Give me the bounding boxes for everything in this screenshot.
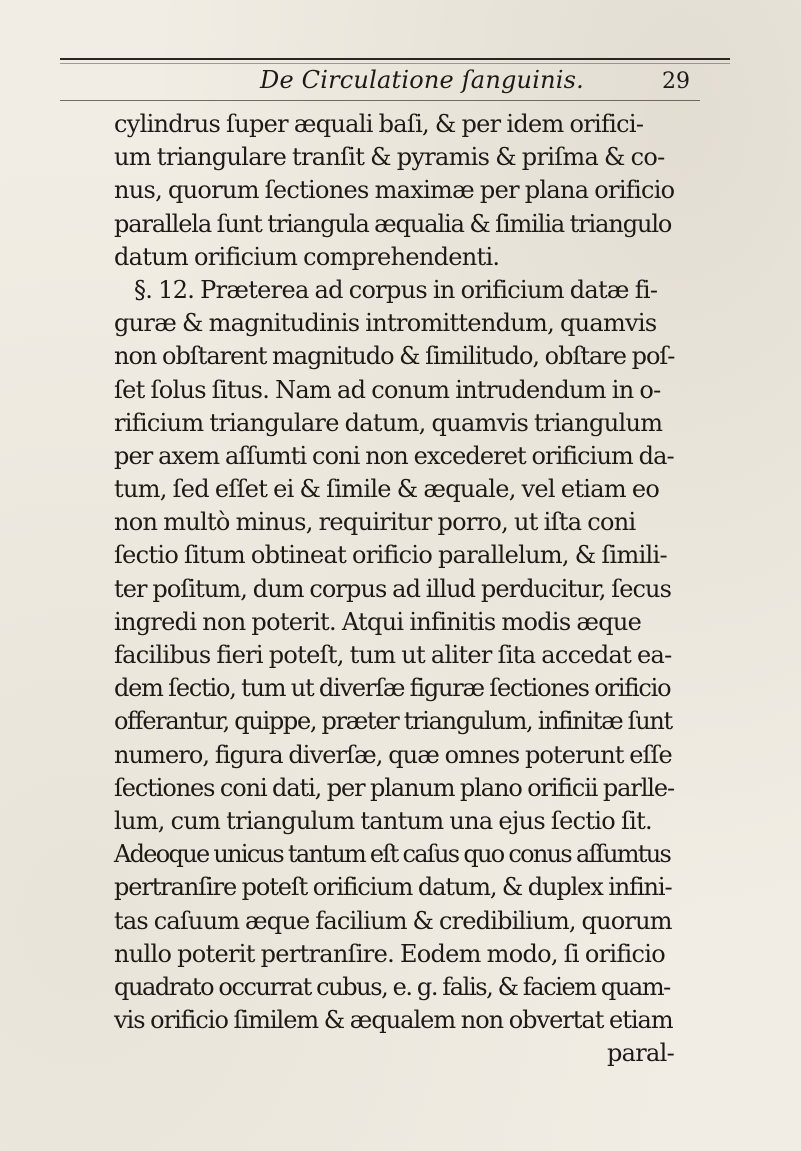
body-text xyxy=(114,108,674,1138)
text-line: guræ & magnitudinis intromittendum, quamvis xyxy=(114,309,657,338)
text-line: ter poſitum, dum corpus ad illud perducitur, ſecus xyxy=(114,574,672,603)
running-head: De Circulatione ſanguinis. xyxy=(260,66,584,94)
text-line: um triangulare tranſit & pyramis & priſma & co- xyxy=(114,143,665,172)
text-line: non multò minus, requiritur porro, ut iſta coni xyxy=(114,508,636,537)
text-line: dem ſectio, tum ut diverſæ figuræ ſectiones orificio xyxy=(114,674,671,703)
top-border-rule xyxy=(60,58,730,60)
text-line: ſectiones coni dati, per planum plano orificii parlle- xyxy=(114,773,674,802)
text-line: Adeoque unicus tantum eſt caſus quo conus aſſumtus xyxy=(114,840,671,869)
page-number: 29 xyxy=(662,69,690,94)
text-line: offerantur, quippe, præter triangulum, infinitæ ſunt xyxy=(114,707,672,736)
header-rule xyxy=(60,100,700,101)
text-line: ingredi non poterit. Atqui infinitis modis æque xyxy=(114,607,642,636)
text-line: facilibus fieri poteſt, tum ut aliter ſita accedat ea- xyxy=(114,641,672,669)
text-line: rificium triangulare datum, quamvis triangulum xyxy=(114,408,663,437)
text-line: ſet ſolus ſitus. Nam ad conum intrudendum in o- xyxy=(114,375,661,404)
text-line: ſectio ſitum obtineat orificio parallelum, & ſimili- xyxy=(114,541,667,570)
text-line: non obſtarent magnitudo & ſimilitudo, obſtare poſ- xyxy=(114,342,675,371)
catchword: paral- xyxy=(606,1039,674,1068)
top-border-rule-thin xyxy=(60,63,730,64)
text-line: cylindrus ſuper æquali baſi, & per idem orifici- xyxy=(114,110,644,138)
text-line-paragraph-start: §. 12. Præterea ad corpus in orificium datæ fi- xyxy=(134,275,658,304)
text-line: parallela ſunt triangula æqualia & ſimilia triangulo xyxy=(114,209,672,238)
text-line: quadrato occurrat cubus, e. g. falis, & faciem quam- xyxy=(114,972,670,1001)
text-line: tum, ſed eſſet ei & ſimile & æquale, vel etiam eo xyxy=(114,475,660,504)
text-line: lum, cum triangulum tantum una ejus ſectio ſit. xyxy=(114,806,652,835)
text-line: tas caſuum æque facilium & credibilium, quorum xyxy=(114,906,672,935)
text-line: pertranſire poteſt orificium datum, & duplex infini- xyxy=(114,873,672,902)
text-line: numero, figura diverſæ, quæ omnes poterunt eſſe xyxy=(114,740,672,769)
text-line: per axem aſſumti coni non excederet orificium da- xyxy=(114,441,674,470)
page-header xyxy=(60,66,690,96)
text-line: nus, quorum ſectiones maximæ per plana orificio xyxy=(114,176,675,205)
text-line: vis orificio ſimilem & æqualem non obvertat etiam xyxy=(114,1006,673,1035)
text-line: nullo poterit pertranſire. Eodem modo, ſi orificio xyxy=(114,939,665,968)
text-line: datum orificium comprehendenti. xyxy=(114,242,500,271)
